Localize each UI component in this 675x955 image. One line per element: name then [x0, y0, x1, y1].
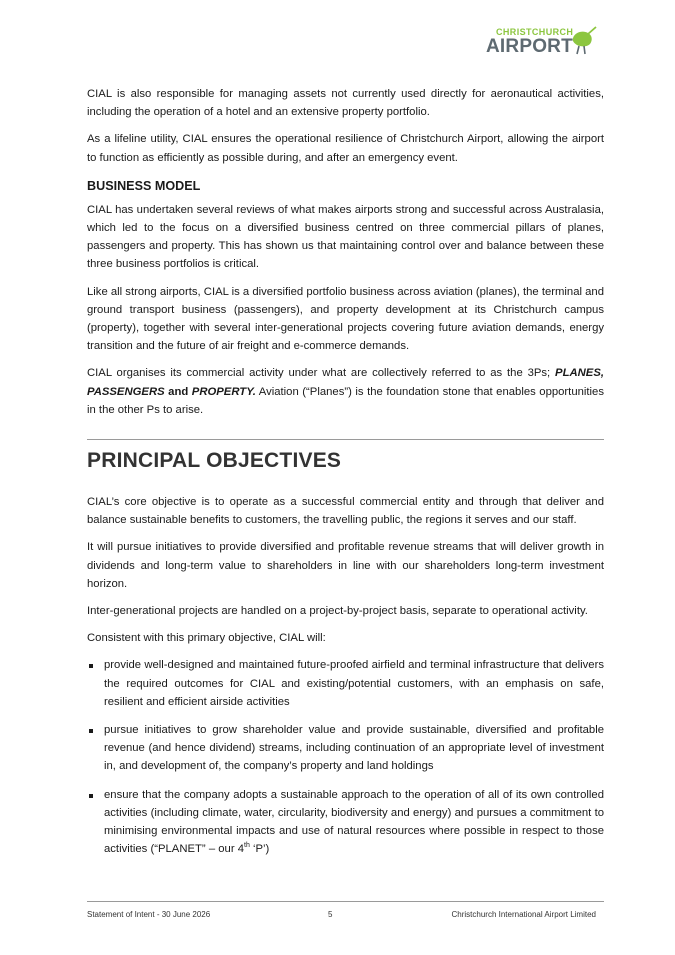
intro-paragraph-1: CIAL is also responsible for managing assets not currently used directly for aeronautical activities, including the operation of a hotel and an extensive property portfolio. [87, 88, 604, 119]
list-item [87, 721, 604, 776]
p3-planes: PLANES, [555, 367, 604, 380]
page-footer [87, 901, 604, 924]
footer-company-name: Christchurch International Airport Limited [451, 910, 596, 919]
p3-passengers: PASSENGERS [87, 385, 165, 398]
square-bullet-icon [89, 794, 93, 798]
ordinal-superscript: th [244, 842, 250, 850]
bullet-text-pre: ensure that the company adopts a sustainable approach to the operation of all of its own controlled activities (including climate, water, circularity, biodiversity and energy) and pursues a commitment to minimising environmental impacts and use of natural resources where possible in respect to those activities (“PLANET” – our 4 [104, 788, 604, 856]
kiwi-bird-icon [569, 26, 597, 56]
objectives-paragraph-3: Inter-generational projects are handled on a project-by-project basis, separate to operational activity. [87, 605, 588, 618]
list-item [87, 656, 604, 711]
p3-property: PROPERTY. [191, 385, 256, 398]
objectives-paragraph-2: It will pursue initiatives to provide diversified and profitable revenue streams that will deliver growth in dividends and long-term value to shareholders in line with our shareholders long-term investment horizon. [87, 541, 604, 590]
business-model-heading: BUSINESS MODEL [87, 178, 201, 193]
list-item [87, 786, 604, 859]
bullet-text-post: ‘P’) [249, 843, 270, 856]
footer-page-number: 5 [328, 910, 333, 919]
p3-and: and [164, 385, 192, 398]
p3-text-pre: CIAL organises its commercial activity under what are collectively referred to as the 3Ps; [87, 367, 556, 380]
intro-paragraph-2: As a lifeline utility, CIAL ensures the operational resilience of Christchurch Airport, allowing the airport to function as efficiently as possible during, and after an emergency event. [87, 133, 604, 164]
footer-document-title: Statement of Intent - 30 June 2026 [87, 910, 211, 919]
objectives-paragraph-1: CIAL’s core objective is to operate as a successful commercial entity and through that deliver and balance sustainable benefits to customers, the travelling public, the regions it serves and our staff. [87, 496, 604, 527]
logo-bottom-text: AIRPORT [486, 36, 573, 57]
business-model-paragraph-3 [87, 364, 604, 419]
section-divider [87, 439, 604, 440]
business-model-paragraph-2: Like all strong airports, CIAL is a diversified portfolio business across aviation (planes), the terminal and ground transport business (passengers), and property development at its Christchurch campus (property), together with several inter-generational projects covering future aviation demands, energy transition and the future of air freight and e-commerce demands. [87, 285, 604, 353]
logo-top-text: CHRISTCHURCH [496, 27, 574, 37]
bullet-text: provide well-designed and maintained future-proofed airfield and terminal infrastructure that delivers the required outcomes for CIAL and existing/potential customers, with an emphasis on safe, resilient and efficient airside activities [104, 659, 604, 708]
square-bullet-icon [89, 664, 93, 668]
p3-text-post: Aviation (“Planes”) is the foundation stone that enables opportunities in the other Ps to arise. [87, 385, 604, 416]
business-model-paragraph-1: CIAL has undertaken several reviews of what makes airports strong and successful across Australasia, which led to the focus on a diversified business centred on three commercial pillars of planes, passengers and property. This has shown us that maintaining control over and balance between these three business portfolios is critical. [87, 203, 604, 271]
square-bullet-icon [89, 729, 93, 733]
page-content [87, 85, 604, 869]
principal-objectives-heading: PRINCIPAL OBJECTIVES [87, 449, 342, 473]
bullet-text: pursue initiatives to grow shareholder value and provide sustainable, diversified and profitable revenue (and hence dividend) streams, including continuation of an appropriate level of investment in, and development of, the company’s property and land holdings [104, 724, 604, 773]
objectives-bullet-list [87, 656, 604, 858]
objectives-paragraph-4: Consistent with this primary objective, CIAL will: [87, 632, 326, 645]
christchurch-airport-logo [486, 24, 598, 60]
